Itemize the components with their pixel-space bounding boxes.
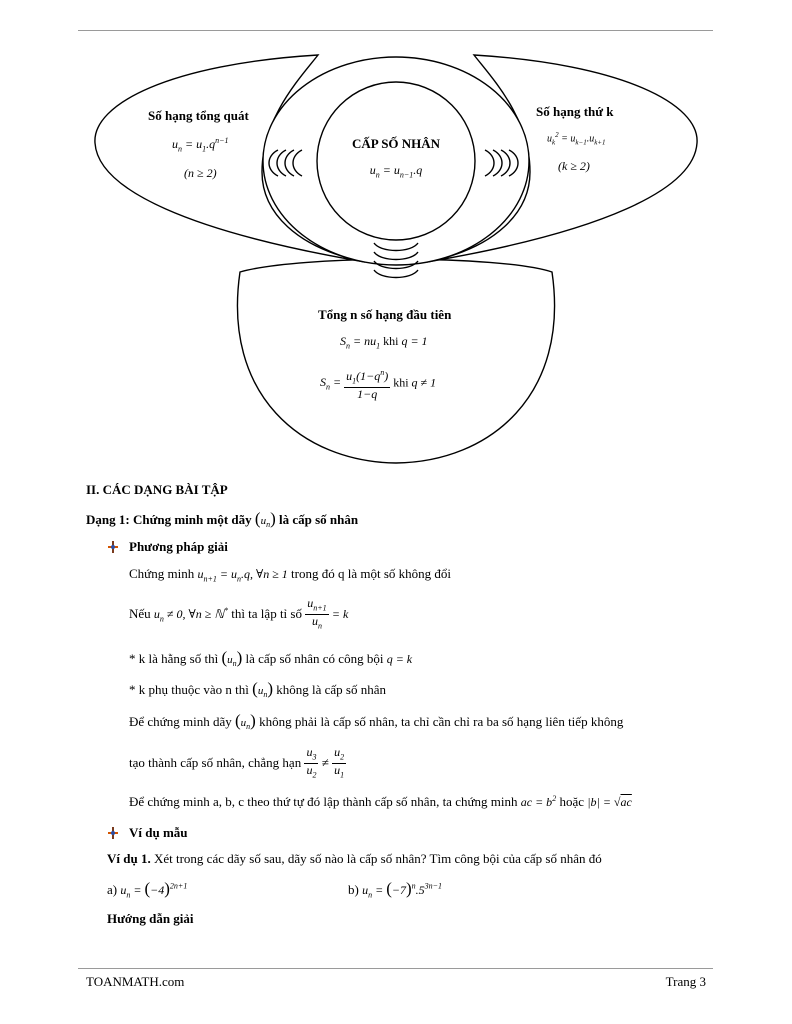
example-1-part-a: a) $u_n = (-4)^{2n+1}$ [107, 879, 188, 900]
text: Chứng minh [129, 566, 195, 581]
method-line-5: Để chứng minh dãy $(u_n)$ không phải là cấp số nhân, ta chỉ cần chỉ ra ba số hạng liên tiếp không [129, 711, 624, 732]
ratio-example-2: $\frac{u_2}{u_1}$ [334, 745, 345, 780]
text: tạo thành cấp số nhân, chẳng hạn [129, 754, 302, 770]
text: không là cấp số nhân [276, 682, 386, 697]
khi-word: khi [393, 375, 409, 390]
footer-page-number: Trang 3 [665, 974, 706, 989]
center-formula: $u_n = u_{n-1}.q$ [369, 163, 423, 180]
bottom-formula-1: $S_n = nu_1$ khi q = 1 [340, 334, 428, 351]
example-1-part-b: b) $u_n = (-7)^n.5^{3n-1}$ [348, 879, 443, 900]
right-title: Số hạng thứ k [536, 104, 614, 119]
center-title: CẤP SỐ NHÂN [351, 136, 441, 151]
text: là cấp số nhân có công bội [245, 651, 384, 666]
text: Nếu [129, 605, 151, 621]
text: Để chứng minh a, b, c theo thứ tự đó lập thành cấp số nhân, ta chứng minh [129, 794, 518, 809]
vi-du-mau-label: Ví dụ mẫu [129, 825, 188, 840]
text: * k phụ thuộc vào n thì [129, 682, 249, 697]
bullet-icon [106, 540, 120, 554]
right-condition: (k ≥ 2) [558, 159, 590, 173]
left-condition: (n ≥ 2) [184, 166, 217, 180]
khi-word: khi [383, 334, 399, 348]
left-title: Số hạng tổng quát [148, 108, 249, 123]
text: Để chứng minh dãy [129, 714, 232, 729]
bottom-bowl-shape [237, 259, 554, 463]
text: hoặc [559, 794, 584, 809]
text: b) [348, 882, 359, 897]
sum-fraction: $\frac{u_1(1-q^n)}{1-q}$ [346, 368, 389, 402]
bottom-formula-2: $S_n$ = $\frac{u_1(1-q^n)}{1-q}$ khi q ≠ 1 [320, 368, 437, 402]
method-line-7: Để chứng minh a, b, c theo thứ tự đó lập thành cấp số nhân, ta chứng minh ac = $b^2$ hoặc |b| = √ac [129, 794, 632, 809]
bottom-title: Tổng n số hạng đầu tiên [318, 307, 452, 322]
phuong-phap-label: Phương pháp giải [129, 539, 228, 554]
left-formula: $u_n = u_1.q^{n-1}$ [172, 136, 229, 154]
right-formula: $u_k^2 = u_{k-1}.u_{k+1}$ [547, 131, 606, 147]
huong-dan-giai: Hướng dẫn giải [107, 911, 194, 926]
text: thì ta lập tỉ số [231, 605, 302, 621]
ratio-example-1: $\frac{u_3}{u_2}$ [306, 745, 317, 780]
text: không phải là cấp số nhân, ta chỉ cần chỉ ra ba số hạng liên tiếp không [259, 714, 624, 729]
method-line-6: tạo thành cấp số nhân, chẳng hạn $\frac{u_3}{u_2}$ ≠ $\frac{u_2}{u_1}$ [129, 745, 345, 780]
section-heading: II. CÁC DẠNG BÀI TẬP [86, 482, 228, 497]
method-line-3: * k là hằng số thì $(u_n)$ là cấp số nhân có công bội q = k [129, 648, 413, 669]
method-line-1: Chứng minh $u_{n+1} = u_n.q$, ∀n ≥ 1 trong đó q là một số không đổi [129, 566, 452, 584]
text: a) [107, 882, 118, 897]
footer-site: TOANMATH.com [86, 974, 185, 989]
method-line-2: Nếu $u_n \ne 0$, ∀n ≥ ℕ* thì ta lập tỉ số $\frac{u_{n+1}}{u_n}$ = k [129, 596, 349, 631]
footer-rule [78, 968, 713, 969]
method-line-4: * k phụ thuộc vào n thì $(u_n)$ không là cấp số nhân [129, 679, 386, 700]
bullet-icon [106, 826, 120, 840]
center-circle [317, 82, 475, 240]
text: trong đó q là một số không đổi [291, 566, 452, 581]
text: Xét trong các dãy số sau, dãy số nào là cấp số nhân? Tìm công bội của cấp số nhân đó [153, 851, 602, 866]
example-1-statement [107, 851, 602, 867]
text: * k là hằng số thì [129, 651, 219, 666]
dang1-heading: Dạng 1: Chứng minh một dãy $(u_n)$ là cấp số nhân [86, 509, 359, 530]
dang1-prefix: Dạng 1: Chứng minh một dãy [86, 512, 252, 527]
ratio-fraction: $\frac{u_{n+1}}{u_n}$ [307, 596, 327, 631]
dang1-suffix: là cấp số nhân [278, 512, 359, 527]
text: Ví dụ 1. [107, 851, 151, 866]
